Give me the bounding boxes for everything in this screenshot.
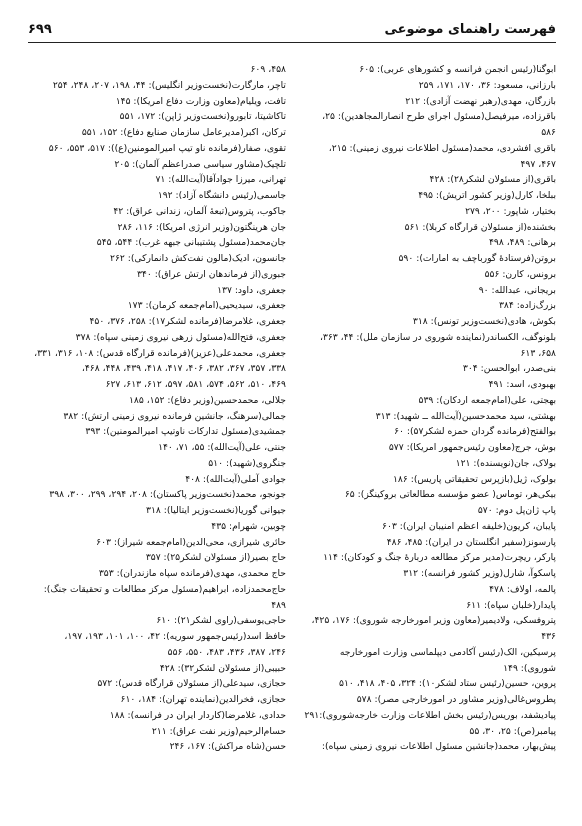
index-entry-line: جانسون، ادیک(مالون نفت‌کش دانمارکی): ۲۶۲ [110, 253, 286, 264]
index-entry-line: جونجو، محمد(نخست‌وزیر پاکستان): ۲۰۸، ۲۹۴، ۲۹۹، ۳۰۰، ۳۹۸ [49, 489, 286, 501]
index-entry-line: ۴۶۷، ۴۹۷ [520, 158, 556, 170]
index-entry-line: بیکی‌هر، توماس( عضو مؤسسه مطالعاتی بروکینگز): ۶۵ [344, 489, 556, 501]
index-entry-line: بهشتی، سید محمدحسین(آیت‌الله ــ شهید): ۳۱۳ [375, 410, 556, 422]
index-entry-line: ۶۵۸، ۶۱۳ [520, 347, 556, 359]
index-entry-line: چوبین، شهرام: ۴۳۵ [211, 520, 286, 532]
index-entry-line: پاپ ژان‌پل دوم: ۵۷۰ [477, 505, 556, 516]
index-entry-line: پالمه، اولاف: ۴۷۸ [489, 583, 556, 595]
index-entry-line: پرسیکین، الک(رئیس آکادمی دیپلماسی وزارت امورخارجه [339, 646, 556, 658]
index-entry-line: جوادی آملی(آیت‌الله): ۴۰۸ [185, 473, 286, 485]
index-entry-line: بهبودی، اسد: ۴۹۱ [488, 379, 556, 390]
index-entry-line: حبیبی(از مسئولان لشکر۳۲): ۴۲۸ [159, 662, 286, 674]
index-entry-line: بلونوگف، الکساندر(نماینده شوروی در سازمان ملل): ۴۴، ۳۶۳، [319, 331, 556, 343]
index-entry-line: باقرزاده، میرفیصل(مسئول اجرای طرح انصارالمجاهدین): ۲۵، [322, 111, 556, 123]
page-number: ۶۹۹ [28, 22, 52, 37]
index-entry-line: جمشیدی(مسئول تدارکات ناوتیپ امیرالمومنین): ۳۹۳ [85, 426, 286, 438]
index-entry-line: پارسونز(سفیر انگلستان در ایران): ۴۸۵، ۴۸۶ [386, 536, 556, 548]
index-entry-line: تهرانی، میرزا جوادآقا(آیت‌الله): ۷۱ [155, 174, 286, 186]
index-column-left [28, 62, 286, 755]
index-entry-line: بولوک، ژیل(بازپرس تحقیقاتی پاریس): ۱۸۶ [392, 473, 556, 485]
index-entry-line: پروین، حسین(رئیس ستاد لشکر۱۰): ۳۲۴، ۴۰۵، ۴۱۸، ۵۱۰ [339, 678, 556, 690]
index-entry-line: بکوش، هادی(نخست‌وزیر تونس): ۳۱۸ [412, 316, 556, 327]
index-entry-line: جعفری، فتح‌الله(مسئول زرهی نیروی زمینی سپاه): ۳۷۸ [75, 331, 286, 343]
index-entry-line: جعفری، داود: ۱۳۷ [217, 284, 286, 296]
index-entry-line: جعفری، سیدیحیی(امام‌جمعه کرمان): ۱۷۳ [127, 300, 286, 312]
index-entry-line: حجازی، سیدعلی(از مسئولان قرارگاه قدس): ۵۷۲ [97, 678, 286, 690]
index-entry-line: برهانی: ۴۸۹، ۴۹۸ [488, 237, 556, 249]
index-entry-line: حجازی، فخرالدین(نماینده تهران): ۱۸۴، ۶۱۰ [120, 694, 286, 705]
index-entry-line: بزرگ‌زاده: ۳۸۴ [498, 300, 556, 312]
index-entry-line: حاجی‌یوسفی(راوی لشکر۲۱): ۶۱۰ [156, 615, 286, 627]
index-entry-line: برونس، کارن: ۵۵۶ [484, 268, 556, 280]
index-entry-line: جاکوب، پتروس(تبعهٔ آلمان، زندانی عراق): ۴۲ [113, 205, 286, 217]
index-entry-line: جنگروی(شهید): ۵۱۰ [208, 457, 286, 469]
index-entry-line: ببلخا، کارل(وزیر کشور اتریش): ۴۹۵ [418, 190, 556, 201]
index-entry-line: ۵۸۶ [541, 127, 556, 138]
index-entry-line: پیش‌بهار، محمد(جانشین مسئول اطلاعات نیروی زمینی سپاه): [321, 741, 556, 753]
index-entry-line: حسام‌الرحیم(وزیر نفت عراق): ۲۱۱ [151, 725, 286, 737]
index-entry-line: بنی‌صدر، ابوالحسن: ۳۰۴ [462, 363, 556, 375]
index-entry-line: حائری شیرازی، محی‌الدین(امام‌جمعه شیراز): ۶۰۳ [96, 536, 286, 548]
page-title: فهرست راهنمای موضوعی [384, 22, 556, 37]
index-entry-line: جیوانی گوریا(نخست‌وزیر ایتالیا): ۳۱۸ [146, 505, 286, 516]
index-entry-line: ۴۵۸، ۶۰۹ [250, 64, 286, 75]
index-entry-line: پایبان، کریون(خلیفه اعظم امنیبان ایران): ۶۰۳ [382, 520, 556, 532]
index-entry-line: جبوری(از فرماندهان ارتش عراق): ۳۴۰ [136, 268, 286, 280]
index-entry-line: تلچیک(مشاور سیاسی صدراعظم آلمان): ۲۰۵ [114, 158, 286, 170]
index-entry-line: ۴۶۹، ۵۱۰، ۵۶۲، ۵۷۴، ۵۸۱، ۵۹۷، ۶۱۲، ۶۱۳، ۶۲۷ [105, 379, 286, 390]
index-entry-line: بریجانی، عبدالله: ۹۰ [478, 284, 556, 296]
index-entry-line: بارزانی، مسعود: ۳۶، ۱۷۰، ۱۷۱، ۲۵۹ [418, 79, 556, 91]
index-entry-line: بوش، جرج(معاون رئیس‌جمهور امریکا): ۵۷۷ [388, 442, 556, 453]
index-entry-line: جاسمی(رئیس دانشگاه آزاد): ۱۹۲ [157, 190, 286, 201]
index-entry-line: جمالی(سرهنگ، جانشین فرمانده نیروی زمینی ارتش): ۳۸۲ [63, 410, 286, 422]
index-column-right [298, 62, 556, 755]
index-entry-line: جان‌محمد(مسئول پشتیبانی جبهه غرب): ۵۴۴، ۵۴۵ [96, 237, 286, 249]
index-entry-line: ابوگنا(رئیس انجمن فرانسه و کشورهای عربی): ۶۰۵ [359, 64, 556, 75]
index-entry-line: بروتن(فرستادهٔ گورباچف به امارات): ۵۹۰ [398, 253, 556, 264]
index-entry-line: بولاک، جان(نویسنده): ۱۲۱ [455, 457, 556, 469]
index-entry-line: تاچر، مارگارت(نخست‌وزیر انگلیس): ۴۴، ۱۹۸، ۲۰۷، ۲۴۸، ۲۵۴ [52, 79, 286, 91]
index-entry-line: حدادی، غلامرضا(کاردار ایران در فرانسه): ۱۸۸ [109, 709, 286, 721]
index-entry-line: پیامبر(ص): ۲۵، ۳۰، ۵۵ [469, 725, 556, 737]
index-entry-line: پارکر، ریچرت(مدیر مرکز مطالعه دربارهٔ جنگ و کودکان): ۱۱۴ [323, 552, 556, 564]
index-entry-line: بهجتی، علی(امام‌جمعه اردکان): ۵۳۹ [418, 394, 556, 406]
index-entry-line: پتروفسکی، ولادیمیر(معاون وزیر امورخارجه شوروی): ۱۷۶، ۴۲۵، [311, 615, 556, 627]
index-entry-line: ترکان، اکبر(مدیرعامل سازمان صنایع دفاع): ۱۵۲، ۵۵۱ [81, 127, 286, 138]
index-entry-line: بازرگان، مهدی(رهبر نهضت آزادی): ۲۱۲ [405, 95, 556, 107]
index-entry-line: تاکاشیتا، تابورو(نخست‌وزیر ژاپن): ۱۷۲، ۵۵۱ [119, 111, 286, 123]
index-entry-line: بخشنده(از مسئولان قرارگاه کربلا): ۵۶۱ [404, 221, 556, 233]
index-entry-line: جان هرینگتون(وزیر انرژی امریکا): ۱۱۶، ۲۸۶ [117, 221, 286, 233]
index-entry-line: ۴۸۹ [271, 599, 286, 611]
index-entry-line: تقوی، صفار(فرمانده ناو تیپ امیرالمومنین(ع)): ۵۱۷، ۵۵۳، ۵۶۰ [48, 142, 286, 154]
index-entry-line: بوالفتح(فرمانده گردان حمزه لشکر۵۷): ۶۰ [394, 426, 556, 438]
index-entry-line: پیادیشفد، بوریس(رئیس بخش اطلاعات وزارت خارجه‌شوروی):۲۹۱ [304, 709, 556, 721]
index-entry-line: پاسکوآ، شارل(وزیر کشور فرانسه): ۳۱۲ [403, 568, 556, 579]
index-entry-line: پطروس‌غالی(وزیر مشاور در امورخارجی مصر): ۵۷۸ [356, 694, 556, 705]
index-entry-line: حاج بصیر(از مسئولان لشکر۲۵): ۳۵۷ [145, 552, 286, 564]
index-entry-line: ۲۴۶، ۳۸۷، ۴۳۶، ۴۸۳، ۵۵۰، ۵۵۶ [167, 646, 286, 658]
index-entry-line: حسن(شاه مراکش): ۱۶۷، ۲۴۶ [169, 741, 286, 753]
index-entry-line: ۳۳۸، ۳۵۷، ۳۶۷، ۳۸۲، ۴۰۶، ۴۱۷، ۴۱۸، ۴۳۹، ۴۴۸، ۴۶۸، [81, 363, 286, 375]
index-entry-line: جعفری، محمدعلی(عزیز)(فرمانده قرارگاه قدس): ۱۰۸، ۳۱۶، ۳۳۱، [34, 347, 286, 359]
index-entry-line: تافت، ویلیام(معاون وزارت دفاع امریکا): ۱۴۵ [115, 95, 286, 107]
index-entry-line: جنتی، علی(آیت‌الله): ۵۵، ۷۱، ۱۴۰ [158, 442, 286, 453]
index-entry-line: شوروی): ۱۴۹ [503, 662, 556, 674]
page-header [28, 22, 556, 43]
index-entry-line: پایدار(خلبان سپاه): ۶۱۱ [466, 599, 556, 611]
index-entry-line: باقری(از مسئولان لشکر۲۸): ۴۲۸ [429, 174, 556, 186]
index-entry-line: بختیار، شاپور: ۲۰۰، ۲۷۹ [465, 205, 556, 217]
index-entry-line: جعفری، غلامرضا(فرمانده لشکر۱۷): ۲۵۸، ۳۷۶، ۴۵۰ [89, 316, 286, 327]
index-entry-line: باقری افشردی، محمد(مسئول اطلاعات نیروی زمینی): ۲۱۵، [328, 142, 556, 154]
index-entry-line: حافظ اسد(رئیس‌جمهور سوریه): ۴۲، ۱۰۰، ۱۰۱، ۱۹۳، ۱۹۷، [64, 631, 286, 642]
index-entry-line: جلالی، محمدحسین(وزیر دفاع): ۱۵۲، ۱۸۵ [128, 394, 286, 406]
index-entry-line: حاج محمدی، مهدی(فرمانده سپاه مازندران): ۳۵۳ [98, 568, 286, 579]
index-entry-line: حاج‌محمدزاده، ابراهیم(مسئول مرکز مطالعات و تحقیقات جنگ): [43, 583, 286, 595]
index-entry-line: ۴۳۶ [541, 631, 556, 642]
